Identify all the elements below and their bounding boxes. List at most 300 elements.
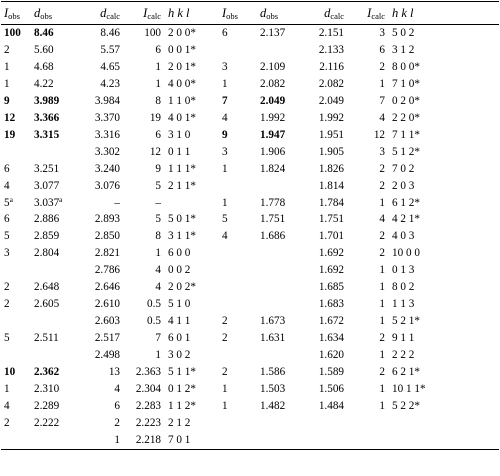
left-i-obs-cell <box>1 262 34 279</box>
left-d-calc-cell: 8.46 <box>100 27 120 39</box>
left-i-calc-cell: 2.218 <box>120 432 161 449</box>
table-row <box>1 262 499 279</box>
table-row <box>1 313 499 330</box>
left-hkl-cell: 1 1 1* <box>168 162 196 175</box>
right-d-obs-cell <box>260 296 300 313</box>
left-d-obs-cell <box>34 262 80 279</box>
table-row <box>1 178 499 195</box>
right-d-calc-cell: 1.751 <box>318 213 344 226</box>
right-d-calc-cell: 1.685 <box>318 281 344 294</box>
left-i-calc-cell: 8 <box>155 94 161 107</box>
table-row <box>1 110 499 127</box>
header-i-sub: obs <box>8 11 20 21</box>
right-d-obs-cell <box>260 279 300 296</box>
right-hkl-cell: 10 1 1* <box>392 383 426 396</box>
header-i-obs-left <box>1 2 34 25</box>
left-i-obs-cell <box>1 144 34 161</box>
right-i-obs-cell: 4 <box>222 230 228 243</box>
right-i-calc-cell: 1 <box>379 281 385 294</box>
left-i-obs-cell: 2 <box>4 281 10 294</box>
left-i-calc-cell: 1 <box>155 77 161 90</box>
right-i-obs-cell <box>218 262 260 279</box>
right-d-obs-cell: 2.137 <box>260 27 286 39</box>
table-row <box>1 432 499 449</box>
right-d-calc-cell: 1.814 <box>318 179 344 192</box>
header-dc-sub: calc <box>106 11 120 21</box>
left-d-obs-cell <box>34 144 80 161</box>
left-hkl-cell: 0 0 1* <box>168 43 196 56</box>
right-hkl-cell: 2 2 2 <box>392 349 415 362</box>
right-i-calc-cell: 4 <box>379 111 385 124</box>
left-hkl-cell: 6 0 0 <box>168 247 191 260</box>
right-i-obs-cell: 6 <box>222 27 228 39</box>
right-hkl-cell: 5 0 2 <box>392 27 415 39</box>
right-hkl-cell: 4 0 3 <box>392 230 415 243</box>
right-i-obs-cell: 1 <box>222 77 228 90</box>
header-d2-sub: obs <box>266 11 279 21</box>
table-row <box>1 415 499 432</box>
header-d-letter: d <box>34 6 41 20</box>
header-dc-letter: d <box>100 6 107 20</box>
table-row <box>1 76 499 93</box>
header-ic-letter: I <box>143 6 148 20</box>
left-i-obs-cell: 100 <box>4 27 21 39</box>
left-hkl-cell: 0 0 2 <box>168 264 191 277</box>
left-i-obs-cell: 2 <box>4 298 10 311</box>
right-i-calc-cell: 1 <box>379 264 385 277</box>
table-row <box>1 330 499 347</box>
right-d-obs-cell <box>260 245 300 262</box>
right-d-calc-cell: 1.634 <box>318 332 344 345</box>
left-d-obs-cell: 4.22 <box>34 77 54 90</box>
right-d-calc-cell: 1.692 <box>318 264 344 277</box>
header-i-calc-left <box>120 2 161 25</box>
left-i-calc-cell: 1 <box>155 60 161 73</box>
right-i-calc-cell: 1 <box>379 399 385 412</box>
table-body <box>1 25 499 450</box>
right-hkl-cell: 8 0 2 <box>392 281 415 294</box>
left-i-obs-cell: 1 <box>4 77 10 90</box>
right-i-obs-cell: 2 <box>222 315 228 328</box>
left-d-calc-cell: 13 <box>108 366 120 379</box>
left-i-obs-cell: 6 <box>4 213 10 226</box>
right-i-calc-cell: 6 <box>379 43 385 56</box>
left-i-obs-cell: 2 <box>4 43 10 56</box>
right-d-calc-cell: 1.951 <box>318 128 344 141</box>
left-i-obs-cell: 5$^a$ <box>4 194 13 209</box>
left-i-obs-cell: 1 <box>4 60 10 73</box>
left-i-calc-cell: 7 <box>155 332 161 345</box>
left-i-calc-cell: 2.283 <box>135 399 161 412</box>
right-d-calc-cell: 2.082 <box>318 77 344 90</box>
right-hkl-cell: 4 2 1* <box>392 213 420 226</box>
right-d-obs-cell: 1.778 <box>260 196 286 209</box>
right-i-obs-cell: 2 <box>222 332 228 345</box>
table-row <box>1 228 499 245</box>
right-i-obs-cell <box>218 296 260 313</box>
right-d-calc-cell: 1.784 <box>318 196 344 209</box>
left-d-calc-cell: 2.786 <box>94 264 120 277</box>
right-i-calc-cell: 1 <box>379 315 385 328</box>
right-d-obs-cell <box>260 432 300 449</box>
right-i-calc-cell: 3 <box>379 27 385 39</box>
footnote-marker: a <box>59 194 63 204</box>
table-row <box>1 245 499 262</box>
right-d-calc-cell <box>300 415 344 432</box>
right-hkl-cell: 7 1 0* <box>392 77 420 90</box>
right-i-calc-cell: 4 <box>379 213 385 226</box>
table-row <box>1 296 499 313</box>
left-d-calc-cell: 3.984 <box>94 94 120 107</box>
left-hkl-cell: 6 0 1 <box>168 332 191 345</box>
left-i-calc-cell: 2.223 <box>135 416 161 429</box>
left-d-calc-cell: 2.610 <box>94 298 120 311</box>
left-i-calc-cell: 1 <box>155 247 161 260</box>
header-hkl-left <box>161 2 218 25</box>
right-i-calc-cell: 2 <box>379 332 385 345</box>
right-d-obs-cell <box>260 347 300 364</box>
right-d-obs-cell: 2.082 <box>260 77 286 90</box>
right-hkl-cell: 6 1 2* <box>392 196 420 209</box>
left-hkl-cell: 0 1 1 <box>168 145 191 158</box>
right-hkl-cell: 5 2 2* <box>392 399 420 412</box>
right-d-calc-cell: 2.151 <box>318 27 344 39</box>
right-d-obs-cell <box>260 415 300 432</box>
left-d-calc-cell: 3.316 <box>94 128 120 141</box>
left-i-obs-cell <box>1 347 34 364</box>
right-d-calc-cell: 1.620 <box>318 349 344 362</box>
header-hkl-right <box>385 2 499 25</box>
left-d-obs-cell <box>34 347 80 364</box>
right-i-obs-cell <box>218 178 260 195</box>
left-d-calc-cell: 3.240 <box>94 162 120 175</box>
header-dc2-letter: d <box>324 6 331 20</box>
right-hkl-cell: 8 0 0* <box>392 60 420 73</box>
table-row <box>1 398 499 415</box>
right-i-obs-cell <box>218 42 260 59</box>
right-i-calc-cell: 7 <box>379 94 385 107</box>
right-d-calc-cell: 1.589 <box>318 366 344 379</box>
header-ic-sub: calc <box>147 11 161 21</box>
left-d-calc-cell: 2.646 <box>94 281 120 294</box>
right-d-calc-cell: 1.506 <box>318 383 344 396</box>
left-d-obs-cell: 4.68 <box>34 60 54 73</box>
left-d-obs-cell: 5.60 <box>34 43 54 56</box>
table-row <box>1 161 499 178</box>
header-d-sub: obs <box>40 11 53 21</box>
left-d-obs-cell: 2.605 <box>34 298 60 311</box>
right-hkl-cell: 0 1 3 <box>392 264 415 277</box>
header-i-letter: I <box>4 6 9 20</box>
left-i-obs-cell: 12 <box>4 111 16 124</box>
right-d-obs-cell: 2.109 <box>260 60 286 73</box>
left-d-calc-cell: 2.498 <box>94 349 120 362</box>
left-hkl-cell: 3 1 0 <box>168 128 191 141</box>
right-i-obs-cell: 1 <box>222 162 228 175</box>
left-i-calc-cell: 5 <box>155 179 161 192</box>
left-d-obs-cell: 3.077 <box>34 179 60 192</box>
right-hkl-cell: 0 2 0* <box>392 94 420 107</box>
right-hkl-cell: 3 1 2 <box>392 43 415 56</box>
right-hkl-cell: 2 2 0* <box>392 111 420 124</box>
right-i-calc-cell: 2 <box>379 179 385 192</box>
left-hkl-cell: 3 1 1* <box>168 230 196 243</box>
header-hkl2-text: h k l <box>392 6 414 20</box>
table-header <box>1 2 499 25</box>
table-row <box>1 195 499 212</box>
left-hkl-cell: 2 1 2 <box>168 416 191 429</box>
left-d-calc-cell: 3.076 <box>94 179 120 192</box>
right-i-obs-cell: 1 <box>222 383 228 396</box>
left-hkl-cell: 1 1 0* <box>168 94 196 107</box>
right-i-obs-cell <box>218 432 260 449</box>
left-d-calc-cell: 5.57 <box>100 43 120 56</box>
right-hkl-cell: 7 0 2 <box>392 162 415 175</box>
header-ic2-sub: calc <box>371 11 385 21</box>
left-d-obs-cell: 3.315 <box>34 128 60 141</box>
left-d-calc-cell: 2.603 <box>94 315 120 328</box>
right-hkl-cell: 2 0 3 <box>392 179 415 192</box>
left-i-calc-cell: 12 <box>149 145 161 158</box>
left-hkl-cell: 4 0 0* <box>168 77 196 90</box>
table-row <box>1 347 499 364</box>
left-hkl-cell: 2 0 1* <box>168 60 196 73</box>
right-i-calc-cell: 2 <box>379 230 385 243</box>
right-i-calc-cell: 2 <box>379 60 385 73</box>
right-i-calc-cell: 1 <box>379 196 385 209</box>
right-i-obs-cell: 5 <box>222 213 228 226</box>
right-i-obs-cell: 2 <box>222 366 228 379</box>
left-hkl-cell: 4 0 1* <box>168 111 196 124</box>
left-d-obs-cell: 2.222 <box>34 416 60 429</box>
footnote-marker: a <box>9 194 13 204</box>
header-dc2-sub: calc <box>330 11 344 21</box>
right-i-calc-cell: 1 <box>379 77 385 90</box>
header-i-obs-right <box>218 2 260 25</box>
right-d-calc-cell: 1.692 <box>318 247 344 260</box>
left-i-obs-cell: 4 <box>4 399 10 412</box>
left-d-obs-cell: 3.366 <box>34 111 60 124</box>
left-d-calc-cell: 2.821 <box>94 247 120 260</box>
table-row <box>1 381 499 398</box>
right-i-obs-cell: 3 <box>222 60 228 73</box>
table-row <box>1 59 499 76</box>
right-d-obs-cell: 1.586 <box>260 366 286 379</box>
right-d-obs-cell: 1.947 <box>260 128 286 141</box>
right-i-obs-cell <box>218 347 260 364</box>
header-i2-letter: I <box>222 6 227 20</box>
left-i-calc-cell: 4 <box>155 264 161 277</box>
right-hkl-cell: 6 2 1* <box>392 366 420 379</box>
left-hkl-cell: 0 1 2* <box>168 383 196 396</box>
right-hkl-cell: 9 1 1 <box>392 332 415 345</box>
left-d-obs-cell: 3.037$^a$ <box>34 194 63 209</box>
left-i-calc-cell: 6 <box>155 43 161 56</box>
right-i-obs-cell: 9 <box>222 128 228 141</box>
right-hkl-cell: 5 2 1* <box>392 315 420 328</box>
right-d-obs-cell <box>260 262 300 279</box>
left-hkl-cell: 7 0 1 <box>161 432 218 449</box>
left-d-calc-cell: 6 <box>114 399 120 412</box>
left-i-obs-cell <box>1 313 34 330</box>
right-hkl-cell: 5 1 2* <box>392 145 420 158</box>
left-d-obs-cell: 2.289 <box>34 399 60 412</box>
right-d-obs-cell: 2.049 <box>260 94 286 107</box>
left-hkl-cell: 2 0 0* <box>168 27 196 39</box>
header-d-obs-left <box>34 2 80 25</box>
left-d-obs-cell: 2.886 <box>34 213 60 226</box>
left-d-calc-cell: 2.850 <box>94 230 120 243</box>
left-i-obs-cell: 2 <box>4 416 10 429</box>
right-d-calc-cell: 1.484 <box>318 399 344 412</box>
right-d-calc-cell: 1.701 <box>318 230 344 243</box>
left-i-calc-cell: 2.304 <box>135 383 161 396</box>
header-hkl-text: h k l <box>168 6 190 20</box>
left-hkl-cell: 2 0 2* <box>168 281 196 294</box>
left-i-calc-cell: 9 <box>155 162 161 175</box>
left-d-calc-cell: 4.65 <box>100 60 120 73</box>
left-d-obs-cell: 2.362 <box>34 366 60 379</box>
left-i-calc-cell: 8 <box>155 230 161 243</box>
header-row <box>1 2 499 25</box>
left-i-calc-cell: 19 <box>149 111 161 124</box>
left-d-obs-cell: 3.989 <box>34 94 60 107</box>
left-d-calc-cell: 4 <box>114 383 120 396</box>
header-d-obs-right <box>260 2 300 25</box>
table-row <box>1 42 499 59</box>
left-hkl-cell: 3 0 2 <box>168 349 191 362</box>
left-i-obs-cell: 5 <box>4 332 10 345</box>
left-d-obs-cell: 2.859 <box>34 230 60 243</box>
right-i-calc-cell: 12 <box>373 128 385 141</box>
right-d-calc-cell: 1.683 <box>318 298 344 311</box>
right-d-obs-cell <box>260 178 300 195</box>
left-d-obs-cell: 2.648 <box>34 281 60 294</box>
left-i-calc-cell: 1 <box>155 349 161 362</box>
left-d-obs-cell: 3.251 <box>34 162 60 175</box>
right-d-obs-cell: 1.686 <box>260 230 286 243</box>
right-i-obs-cell: 4 <box>222 111 228 124</box>
left-i-obs-cell: 6 <box>4 162 10 175</box>
left-hkl-cell: 1 1 2* <box>168 399 196 412</box>
right-i-obs-cell <box>218 279 260 296</box>
left-d-obs-cell: 2.804 <box>34 247 60 260</box>
left-i-calc-cell: 0.5 <box>147 315 161 328</box>
right-hkl-cell: 1 1 3 <box>392 298 415 311</box>
left-i-calc-cell: 0.5 <box>147 298 161 311</box>
right-i-calc-cell: 1 <box>379 383 385 396</box>
header-i2-sub: obs <box>226 11 238 21</box>
left-i-obs-cell <box>1 432 34 449</box>
left-d-obs-cell <box>34 313 80 330</box>
left-d-calc-cell: 1 <box>80 432 120 449</box>
right-i-calc-cell <box>344 432 385 449</box>
right-d-obs-cell: 1.482 <box>260 399 286 412</box>
right-d-obs-cell: 1.503 <box>260 383 286 396</box>
table-row <box>1 364 499 381</box>
right-d-calc-cell: 1.826 <box>318 162 344 175</box>
right-i-calc-cell: 2 <box>379 366 385 379</box>
left-i-obs-cell: 9 <box>4 94 10 107</box>
right-d-calc-cell <box>300 432 344 449</box>
table-row <box>1 279 499 296</box>
right-i-obs-cell: 3 <box>222 145 228 158</box>
left-d-obs-cell: 2.511 <box>34 332 59 345</box>
left-hkl-cell: 5 0 1* <box>168 213 196 226</box>
header-d-calc-left <box>80 2 120 25</box>
right-hkl-cell: 10 0 0 <box>392 247 420 260</box>
table-row <box>1 211 499 228</box>
left-i-obs-cell: 5 <box>4 230 10 243</box>
left-hkl-cell: 4 1 1 <box>168 315 191 328</box>
left-hkl-cell: 5 1 1* <box>168 366 196 379</box>
left-i-obs-cell: 3 <box>4 247 10 260</box>
right-d-obs-cell: 1.631 <box>260 332 286 345</box>
header-i-calc-right <box>344 2 385 25</box>
left-i-calc-cell: 100 <box>144 27 161 39</box>
right-d-calc-cell: 1.905 <box>318 145 344 158</box>
right-d-calc-cell: 2.049 <box>318 94 344 107</box>
powder-diffraction-table <box>1 1 499 450</box>
left-i-obs-cell: 4 <box>4 179 10 192</box>
left-d-calc-cell: 2.893 <box>94 213 120 226</box>
left-i-calc-cell: – <box>155 196 161 209</box>
right-i-obs-cell: 7 <box>222 94 228 107</box>
left-i-calc-cell: 2.363 <box>135 366 161 379</box>
left-d-calc-cell: – <box>114 196 120 209</box>
right-i-calc-cell: 2 <box>379 247 385 260</box>
right-d-obs-cell: 1.992 <box>260 111 286 124</box>
left-d-obs-cell: 2.310 <box>34 383 60 396</box>
left-i-obs-cell: 1 <box>4 383 10 396</box>
left-i-calc-cell: 4 <box>155 281 161 294</box>
left-d-obs-cell <box>34 432 80 449</box>
right-d-obs-cell <box>260 42 300 59</box>
right-d-calc-cell: 2.133 <box>318 43 344 56</box>
header-ic2-letter: I <box>367 6 372 20</box>
left-hkl-cell: 2 1 1* <box>168 179 196 192</box>
right-d-calc-cell: 2.116 <box>319 60 344 73</box>
right-i-obs-cell <box>218 245 260 262</box>
right-i-calc-cell: 2 <box>379 162 385 175</box>
table-row <box>1 25 499 42</box>
left-d-calc-cell: 4.23 <box>100 77 120 90</box>
header-d-calc-right <box>300 2 344 25</box>
right-d-calc-cell: 1.992 <box>318 111 344 124</box>
right-i-obs-cell: 1 <box>222 399 228 412</box>
right-d-calc-cell: 1.672 <box>318 315 344 328</box>
right-i-calc-cell: 3 <box>379 145 385 158</box>
left-d-obs-cell: 8.46 <box>34 27 54 39</box>
right-d-obs-cell: 1.906 <box>260 145 286 158</box>
left-d-calc-cell: 3.302 <box>94 145 120 158</box>
left-hkl-cell: 5 1 0 <box>168 298 191 311</box>
left-i-calc-cell: 6 <box>155 128 161 141</box>
right-i-calc-cell: 1 <box>379 349 385 362</box>
right-i-obs-cell <box>218 415 260 432</box>
right-hkl-cell <box>385 432 499 449</box>
right-i-obs-cell: 1 <box>222 196 228 209</box>
right-i-calc-cell: 1 <box>379 298 385 311</box>
right-d-obs-cell: 1.673 <box>260 315 286 328</box>
right-hkl-cell <box>385 415 499 432</box>
header-d2-letter: d <box>260 6 267 20</box>
table-row <box>1 127 499 144</box>
right-i-calc-cell <box>344 415 385 432</box>
left-hkl-cell <box>161 195 218 212</box>
table-row <box>1 93 499 110</box>
right-d-obs-cell: 1.751 <box>260 213 286 226</box>
